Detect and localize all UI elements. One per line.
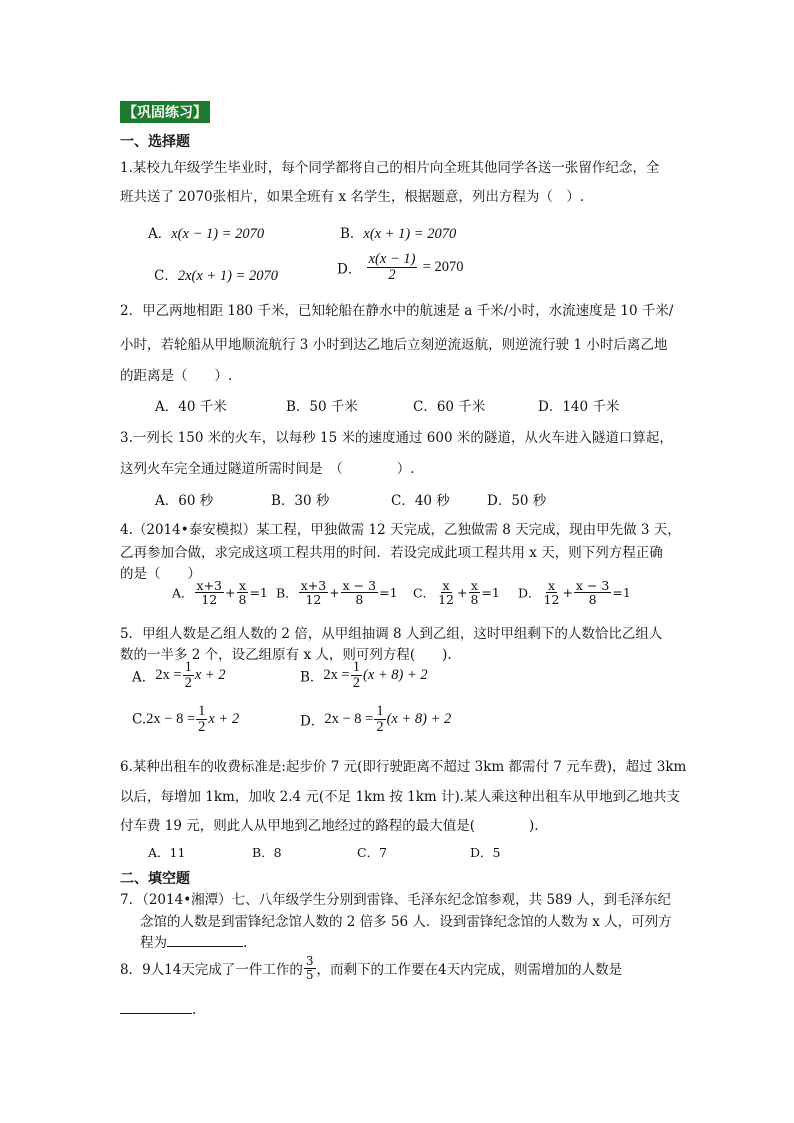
q6-line3: 付车费 19 元，则此人从甲地到乙地经过的路程的最大值是( ). (120, 818, 539, 834)
q4-line2: 乙再参加合做，求完成这项工程共用的时间．若设完成此项工程共用 x 天，则下列方程正确 (120, 545, 663, 561)
q4-option-d: D． $\frac{x}{12}$ + $\frac{x - 3}{8}$ =1 (518, 578, 631, 608)
q3-option-b: B．30 秒 (271, 493, 330, 509)
q2-line2: 小时，若轮船从甲地顺流航行 3 小时到达乙地后立刻逆流返航，则逆流行驶 1 小时后离乙地 (120, 337, 668, 353)
q3-option-a: A．60 秒 (155, 493, 214, 509)
q2-option-a: A．40 千米 (155, 399, 227, 415)
q2-option-b: B．50 千米 (286, 399, 358, 415)
q7-line2: 念馆的人数是到雷锋纪念馆人数的 2 倍多 56 人．设到雷锋纪念馆的人数为 x 人，可列方 (140, 914, 672, 930)
q6-option-d: D．5 (470, 845, 501, 860)
q7-answer-blank[interactable] (167, 946, 243, 947)
q3-option-c: C．40 秒 (391, 493, 450, 509)
q4-line3: 的是（ ） (120, 566, 201, 582)
section-title-fill: 二、填空题 (120, 871, 190, 887)
q7-line1: 7．（2014•湘潭）七、八年级学生分别到雷锋、毛泽东纪念馆参观，共 589 人，到毛泽东纪 (120, 892, 672, 908)
q6-line2: 以后，每增加 1km，加收 2.4 元(不足 1km 按 1km 计).某人乘这种出租车从甲地到乙地共支 (120, 789, 681, 805)
q8-line2: . (120, 1002, 196, 1018)
q1-option-c: C．2x(x + 1) = 2070 (154, 268, 278, 284)
q3-line2: 这列火车完全通过隧道所需时间是 （ ）. (120, 461, 415, 477)
q1-option-d: D． $\frac{x(x - 1)}{2}$ = 2070 (337, 251, 464, 284)
q1-option-a: A．x(x − 1) = 2070 (148, 226, 265, 242)
q6-option-c: C．7 (357, 845, 388, 860)
q3-line1: 3.一列长 150 米的火车，以每秒 15 米的速度通过 600 米的隧道，从火车进入隧道口算起， (120, 430, 673, 446)
q7-line3: 程为 . (140, 935, 248, 951)
q4-line1: 4.（2014•泰安模拟）某工程，甲独做需 12 天完成，乙独做需 8 天完成，现由甲先做 3 天， (120, 522, 681, 538)
q5-option-b: B．2x = $\frac{1}{2}$ (x + 8) + 2 (300, 659, 428, 692)
q6-option-a: A．11 (148, 845, 186, 860)
q5-line2: 数的一半多 2 个，设乙组原有 x 人，则可列方程( ). (120, 647, 452, 663)
q6-option-b: B．8 (252, 845, 282, 860)
q2-line3: 的距离是（ ）. (120, 368, 233, 384)
q5-line1: 5．甲组人数是乙组人数的 2 倍，从甲组抽调 8 人到乙组，这时甲组剩下的人数恰比乙组人 (120, 626, 663, 642)
q1-line1: 1.某校九年级学生毕业时，每个同学都将自己的相片向全班其他同学各送一张留作纪念，全 (120, 160, 660, 176)
q3-option-d: D．50 秒 (487, 493, 547, 509)
q2-option-d: D．140 千米 (538, 399, 620, 415)
q6-line1: 6.某种出租车的收费标准是:起步价 7 元(即行驶距离不超过 3km 都需付 7 元车费)，超过 3km (120, 759, 687, 775)
q4-option-b: B． $\frac{x+3}{12}$ + $\frac{x - 3}{8}$ =1 (276, 578, 398, 608)
section-tag: 【巩固练习】 (120, 101, 210, 123)
q2-option-c: C．60 千米 (413, 399, 486, 415)
q5-option-d: D．2x − 8 = $\frac{1}{2}$ (x + 8) + 2 (300, 703, 452, 736)
q4-option-c: C． $\frac{x}{12}$ + $\frac{x}{8}$ =1 (413, 578, 500, 608)
q8-answer-blank[interactable] (120, 1013, 192, 1014)
q1-option-b: B．x(x + 1) = 2070 (340, 226, 457, 242)
q5-option-c: C.2x − 8 = $\frac{1}{2}$ x + 2 (132, 703, 240, 736)
q1-line2: 班共送了 2070张相片，如果全班有 x 名学生，根据题意，列出方程为（ ）. (120, 189, 585, 205)
q2-line1: 2．甲乙两地相距 180 千米，已知轮船在静水中的航速是 a 千米/小时，水流速度是 10 千米/ (120, 303, 674, 319)
q4-option-a: A． $\frac{x+3}{12}$ + $\frac{x}{8}$ =1 (172, 578, 268, 608)
q8-line1: 8．9人14天完成了一件工作的 $\frac{3}{5}$ ，而剩下的工作要在4天内完成，则需增加的人数是 (120, 954, 623, 982)
section-title-choice: 一、选择题 (120, 134, 190, 150)
q5-option-a: A．2x = $\frac{1}{2}$ x + 2 (132, 659, 226, 692)
